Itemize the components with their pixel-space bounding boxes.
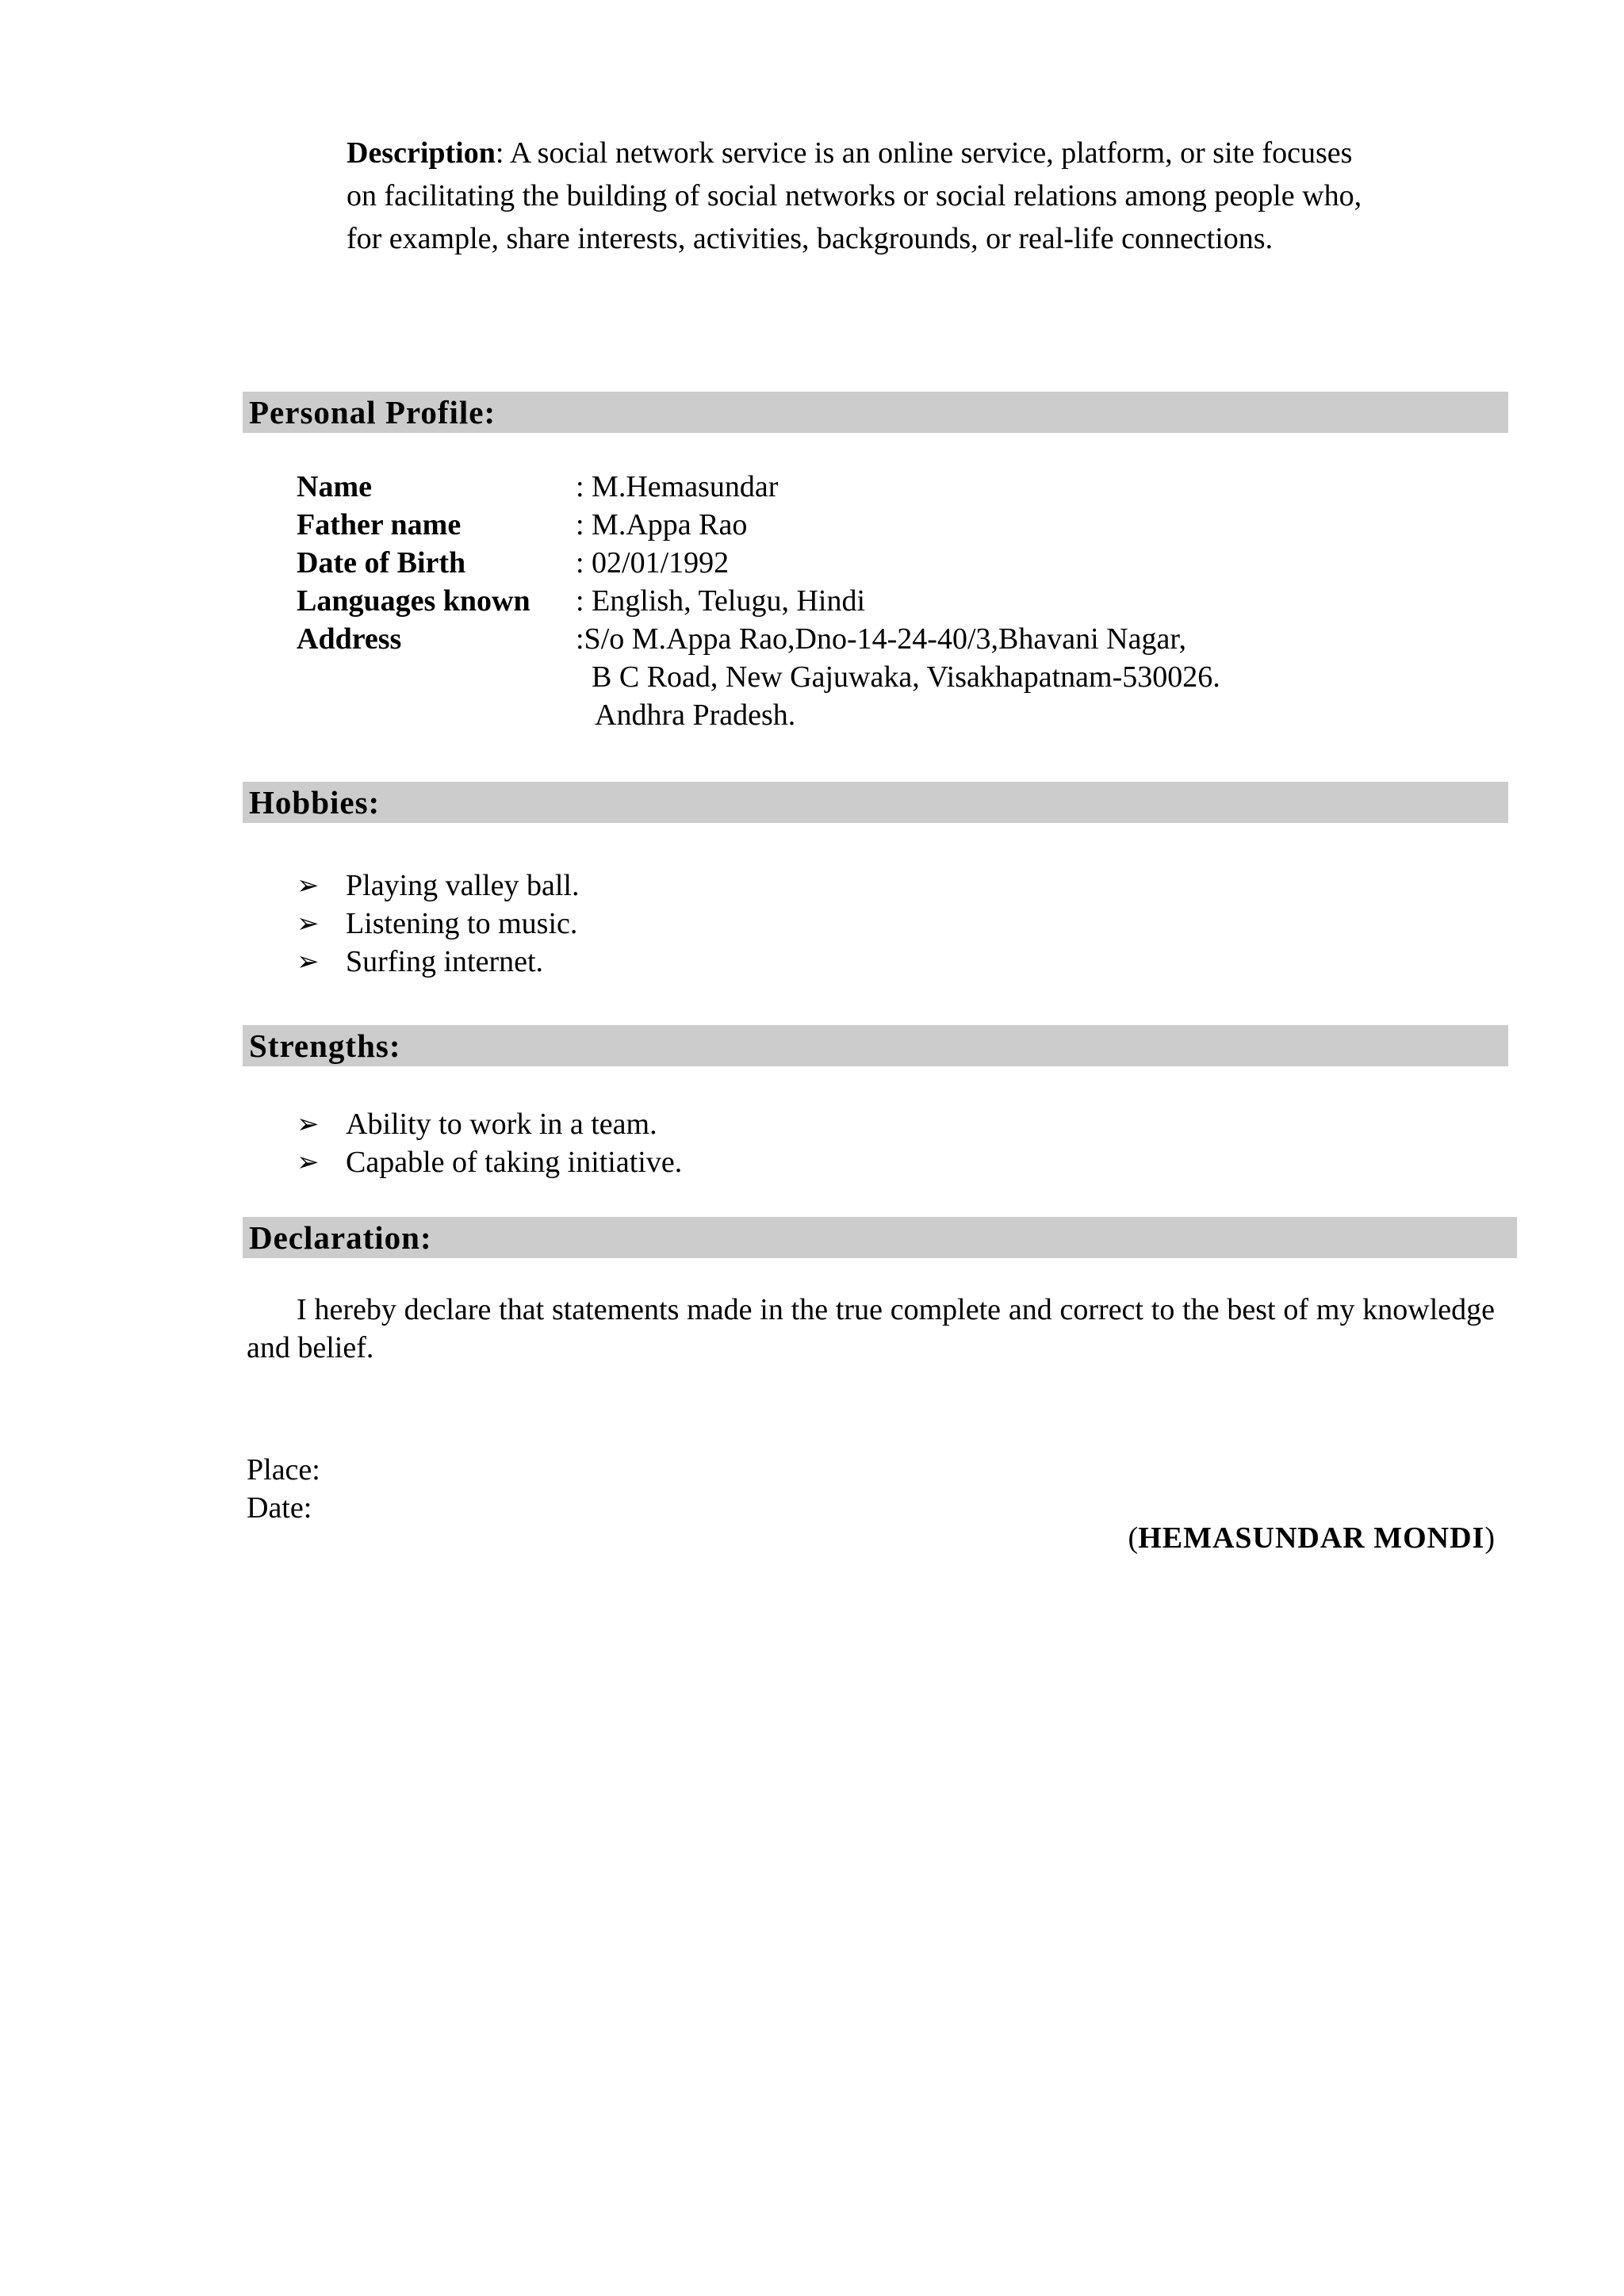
description-line-1: Description: A social network service is an online service, platform, or site focuses: [347, 136, 1353, 170]
strengths-heading: Strengths:: [249, 1027, 401, 1064]
declaration-text: I hereby declare that statements made in the true complete and correct to the best of my knowledge and belief.: [247, 1293, 1495, 1364]
profile-key: Languages known: [297, 584, 530, 618]
personal-profile-header: [243, 392, 1508, 433]
profile-value: : M.Appa Rao: [576, 508, 748, 541]
arrow-bullet-icon: ➢: [297, 946, 320, 978]
profile-value: : 02/01/1992: [576, 546, 730, 580]
description-line-2: on facilitating the building of social networks or social relations among people who,: [347, 179, 1362, 212]
strengths-header: [243, 1025, 1508, 1066]
profile-key: Date of Birth: [297, 546, 466, 580]
profile-value: : M.Hemasundar: [576, 470, 779, 503]
personal-profile-heading: Personal Profile:: [249, 394, 496, 430]
description-label: Description: [347, 136, 496, 170]
address-line-3: Andhra Pradesh.: [595, 698, 796, 732]
date-label: Date:: [247, 1491, 312, 1525]
profile-key: Father name: [297, 508, 462, 541]
declaration-header: [243, 1217, 1517, 1258]
hobbies-heading: Hobbies:: [249, 784, 381, 821]
profile-key: Name: [297, 470, 372, 503]
signature-name: (HEMASUNDAR MONDI): [1128, 1521, 1495, 1555]
arrow-bullet-icon: ➢: [297, 1108, 320, 1140]
resume-page: Description: A social network service is an online service, platform, or site focuses on facilitating the building of social networks or social relations among people who, for example, share interests, activities, backgrounds, or real-life connections. Personal Profile: Name : M.Hemasundar Father name : M.Appa Rao Date of Birth : 02/01/1992 Languages known : English, Telugu, Hindi Address :S/o M.Appa Rao,Dno-14-24-40/3,Bhavani Nagar, B C Road, New Gajuwaka, Visakhapatnam-530026. Andhra Pradesh. Hobbies: ➢ Playing valley ball. ➢ Listening to music. ➢ Surfing internet. Strengths: ➢ Ability to work in a team. ➢ Capable of taking initiative. Declaration: I hereby declare that statements made in the true complete and correct to the best of my knowledge and belief. Place: Date: (HEMASUNDAR MONDI): [0, 0, 1624, 2296]
arrow-bullet-icon: ➢: [297, 908, 320, 939]
profile-key: Address: [297, 622, 402, 656]
description-line-3: for example, share interests, activities, backgrounds, or real-life connections.: [347, 222, 1274, 255]
profile-value: : English, Telugu, Hindi: [576, 584, 866, 618]
arrow-bullet-icon: ➢: [297, 870, 320, 901]
arrow-bullet-icon: ➢: [297, 1146, 320, 1178]
place-label: Place:: [247, 1453, 320, 1487]
profile-value: :S/o M.Appa Rao,Dno-14-24-40/3,Bhavani Nagar,: [576, 622, 1186, 656]
project-description: [347, 132, 1473, 260]
declaration-heading: Declaration:: [249, 1219, 432, 1256]
hobbies-header: [243, 782, 1508, 823]
address-line-2: B C Road, New Gajuwaka, Visakhapatnam-530026.: [592, 660, 1220, 694]
